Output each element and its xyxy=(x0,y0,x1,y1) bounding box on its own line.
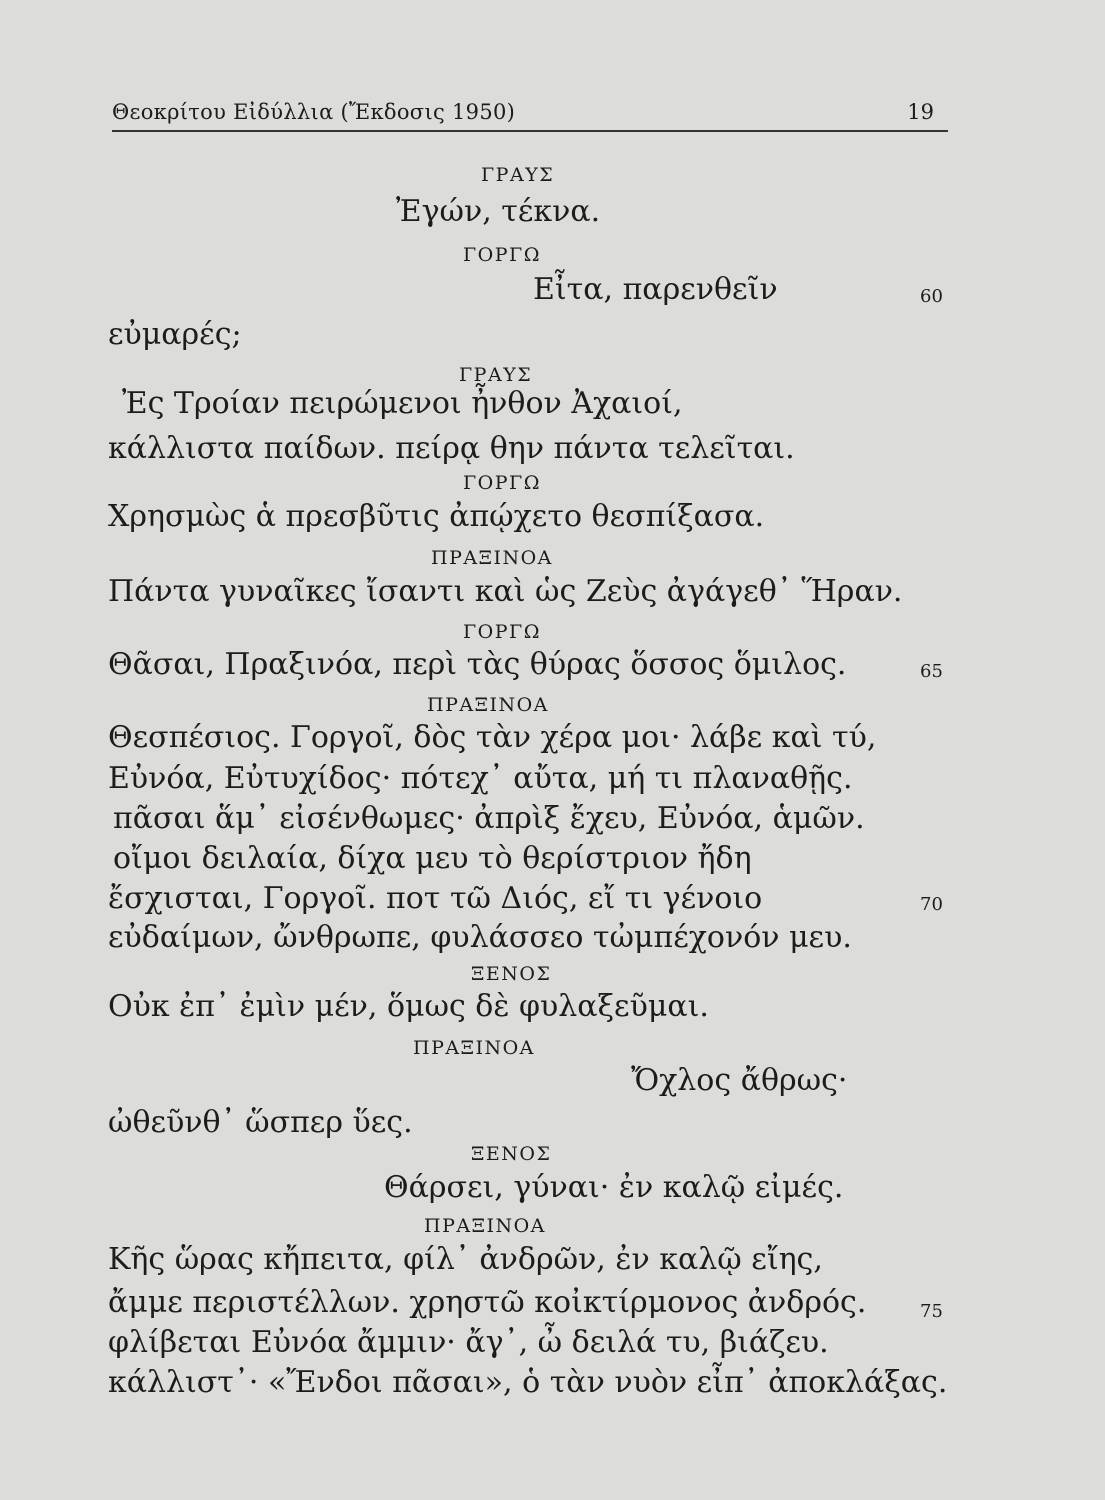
verse-line: κάλλιστ᾽· «Ἔνδοι πᾶσαι», ὁ τὰν νυὸν εἶπ᾽ ἀποκλάξας. xyxy=(108,1365,948,1400)
verse-line: οἴμοι δειλαία, δίχα μευ τὸ θερίστριον ἤδη xyxy=(113,841,752,876)
verse-line: πᾶσαι ἅμ᾽ εἰσένθωμες· ἀπρὶξ ἔχευ, Εὐνόα, ἁμῶν. xyxy=(113,801,865,836)
speaker-label: ΠΡΑΞΙΝΟΑ xyxy=(431,547,553,569)
verse-line: Θᾶσαι, Πραξινόα, περὶ τὰς θύρας ὅσσος ὅμιλος. xyxy=(108,647,847,682)
speaker-label: ΠΡΑΞΙΝΟΑ xyxy=(427,694,549,716)
speaker-label: ΓΟΡΓΩ xyxy=(463,621,541,643)
verse-line: Πάντα γυναῖκες ἴσαντι καὶ ὡς Ζεὺς ἀγάγεθ᾽ Ἥραν. xyxy=(108,574,903,609)
speaker-label: ΓΟΡΓΩ xyxy=(463,472,541,494)
speaker-label: ΓΡΑΥΣ xyxy=(481,164,555,186)
verse-line: Ἐς Τροίαν πειρώμενοι ἦνθον Ἀχαιοί, xyxy=(122,386,683,421)
verse-line: ἔσχισται, Γοργοῖ. ποτ τῶ Διός, εἴ τι γένοιο xyxy=(108,881,763,916)
speaker-label: ΓΡΑΥΣ xyxy=(459,364,533,386)
line-number: 60 xyxy=(920,286,943,307)
verse-line: εὐμαρές; xyxy=(108,317,242,352)
verse-line: ὠθεῦνθ᾽ ὥσπερ ὕες. xyxy=(108,1105,413,1140)
speaker-label: ΞΕΝΟΣ xyxy=(471,963,552,985)
speaker-label: ΓΟΡΓΩ xyxy=(463,244,541,266)
verse-line: φλίβεται Εὐνόα ἄμμιν· ἄγ᾽, ὦ δειλά τυ, βιάζευ. xyxy=(108,1325,829,1360)
verse-line: κάλλιστα παίδων. πείρᾳ θην πάντα τελεῖται. xyxy=(108,431,795,466)
verse-line: Ὄχλος ἄθρως· xyxy=(631,1063,848,1098)
verse-line: Χρησμὼς ἁ πρεσβῦτις ἀπῴχετο θεσπίξασα. xyxy=(108,499,765,534)
line-number: 65 xyxy=(920,661,943,682)
speaker-label: ΞΕΝΟΣ xyxy=(471,1143,552,1165)
verse-line: εὐδαίμων, ὤνθρωπε, φυλάσσεο τὠμπέχονόν μευ. xyxy=(108,920,852,955)
verse-line: Θάρσει, γύναι· ἐν καλῷ εἰμές. xyxy=(384,1170,844,1205)
verse-line: Κῆς ὥρας κἤπειτα, φίλ᾽ ἀνδρῶν, ἐν καλῷ εἴης, xyxy=(108,1242,823,1277)
speaker-label: ΠΡΑΞΙΝΟΑ xyxy=(424,1215,546,1237)
verse-line: ἄμμε περιστέλλων. χρηστῶ κοἰκτίρμονος ἀνδρός. xyxy=(108,1285,867,1320)
line-number: 70 xyxy=(920,894,943,915)
page-number: 19 xyxy=(907,100,934,124)
running-header xyxy=(112,96,948,132)
verse-line: Ἐγών, τέκνα. xyxy=(396,194,601,229)
verse-line: Οὐκ ἐπ᾽ ἐμὶν μέν, ὅμως δὲ φυλαξεῦμαι. xyxy=(108,989,709,1024)
verse-line: Εὐνόα, Εὐτυχίδος· πότεχ᾽ αὔτα, μή τι πλαναθῇς. xyxy=(108,761,853,796)
line-number: 75 xyxy=(920,1301,943,1322)
book-title: Θεοκρίτου Εἰδύλλια (Ἔκδοσις 1950) xyxy=(112,100,516,124)
speaker-label: ΠΡΑΞΙΝΟΑ xyxy=(413,1037,535,1059)
verse-line: Εἶτα, παρενθεῖν xyxy=(533,272,778,307)
verse-line: Θεσπέσιος. Γοργοῖ, δὸς τὰν χέρα μοι· λάβε καὶ τύ, xyxy=(108,720,877,755)
